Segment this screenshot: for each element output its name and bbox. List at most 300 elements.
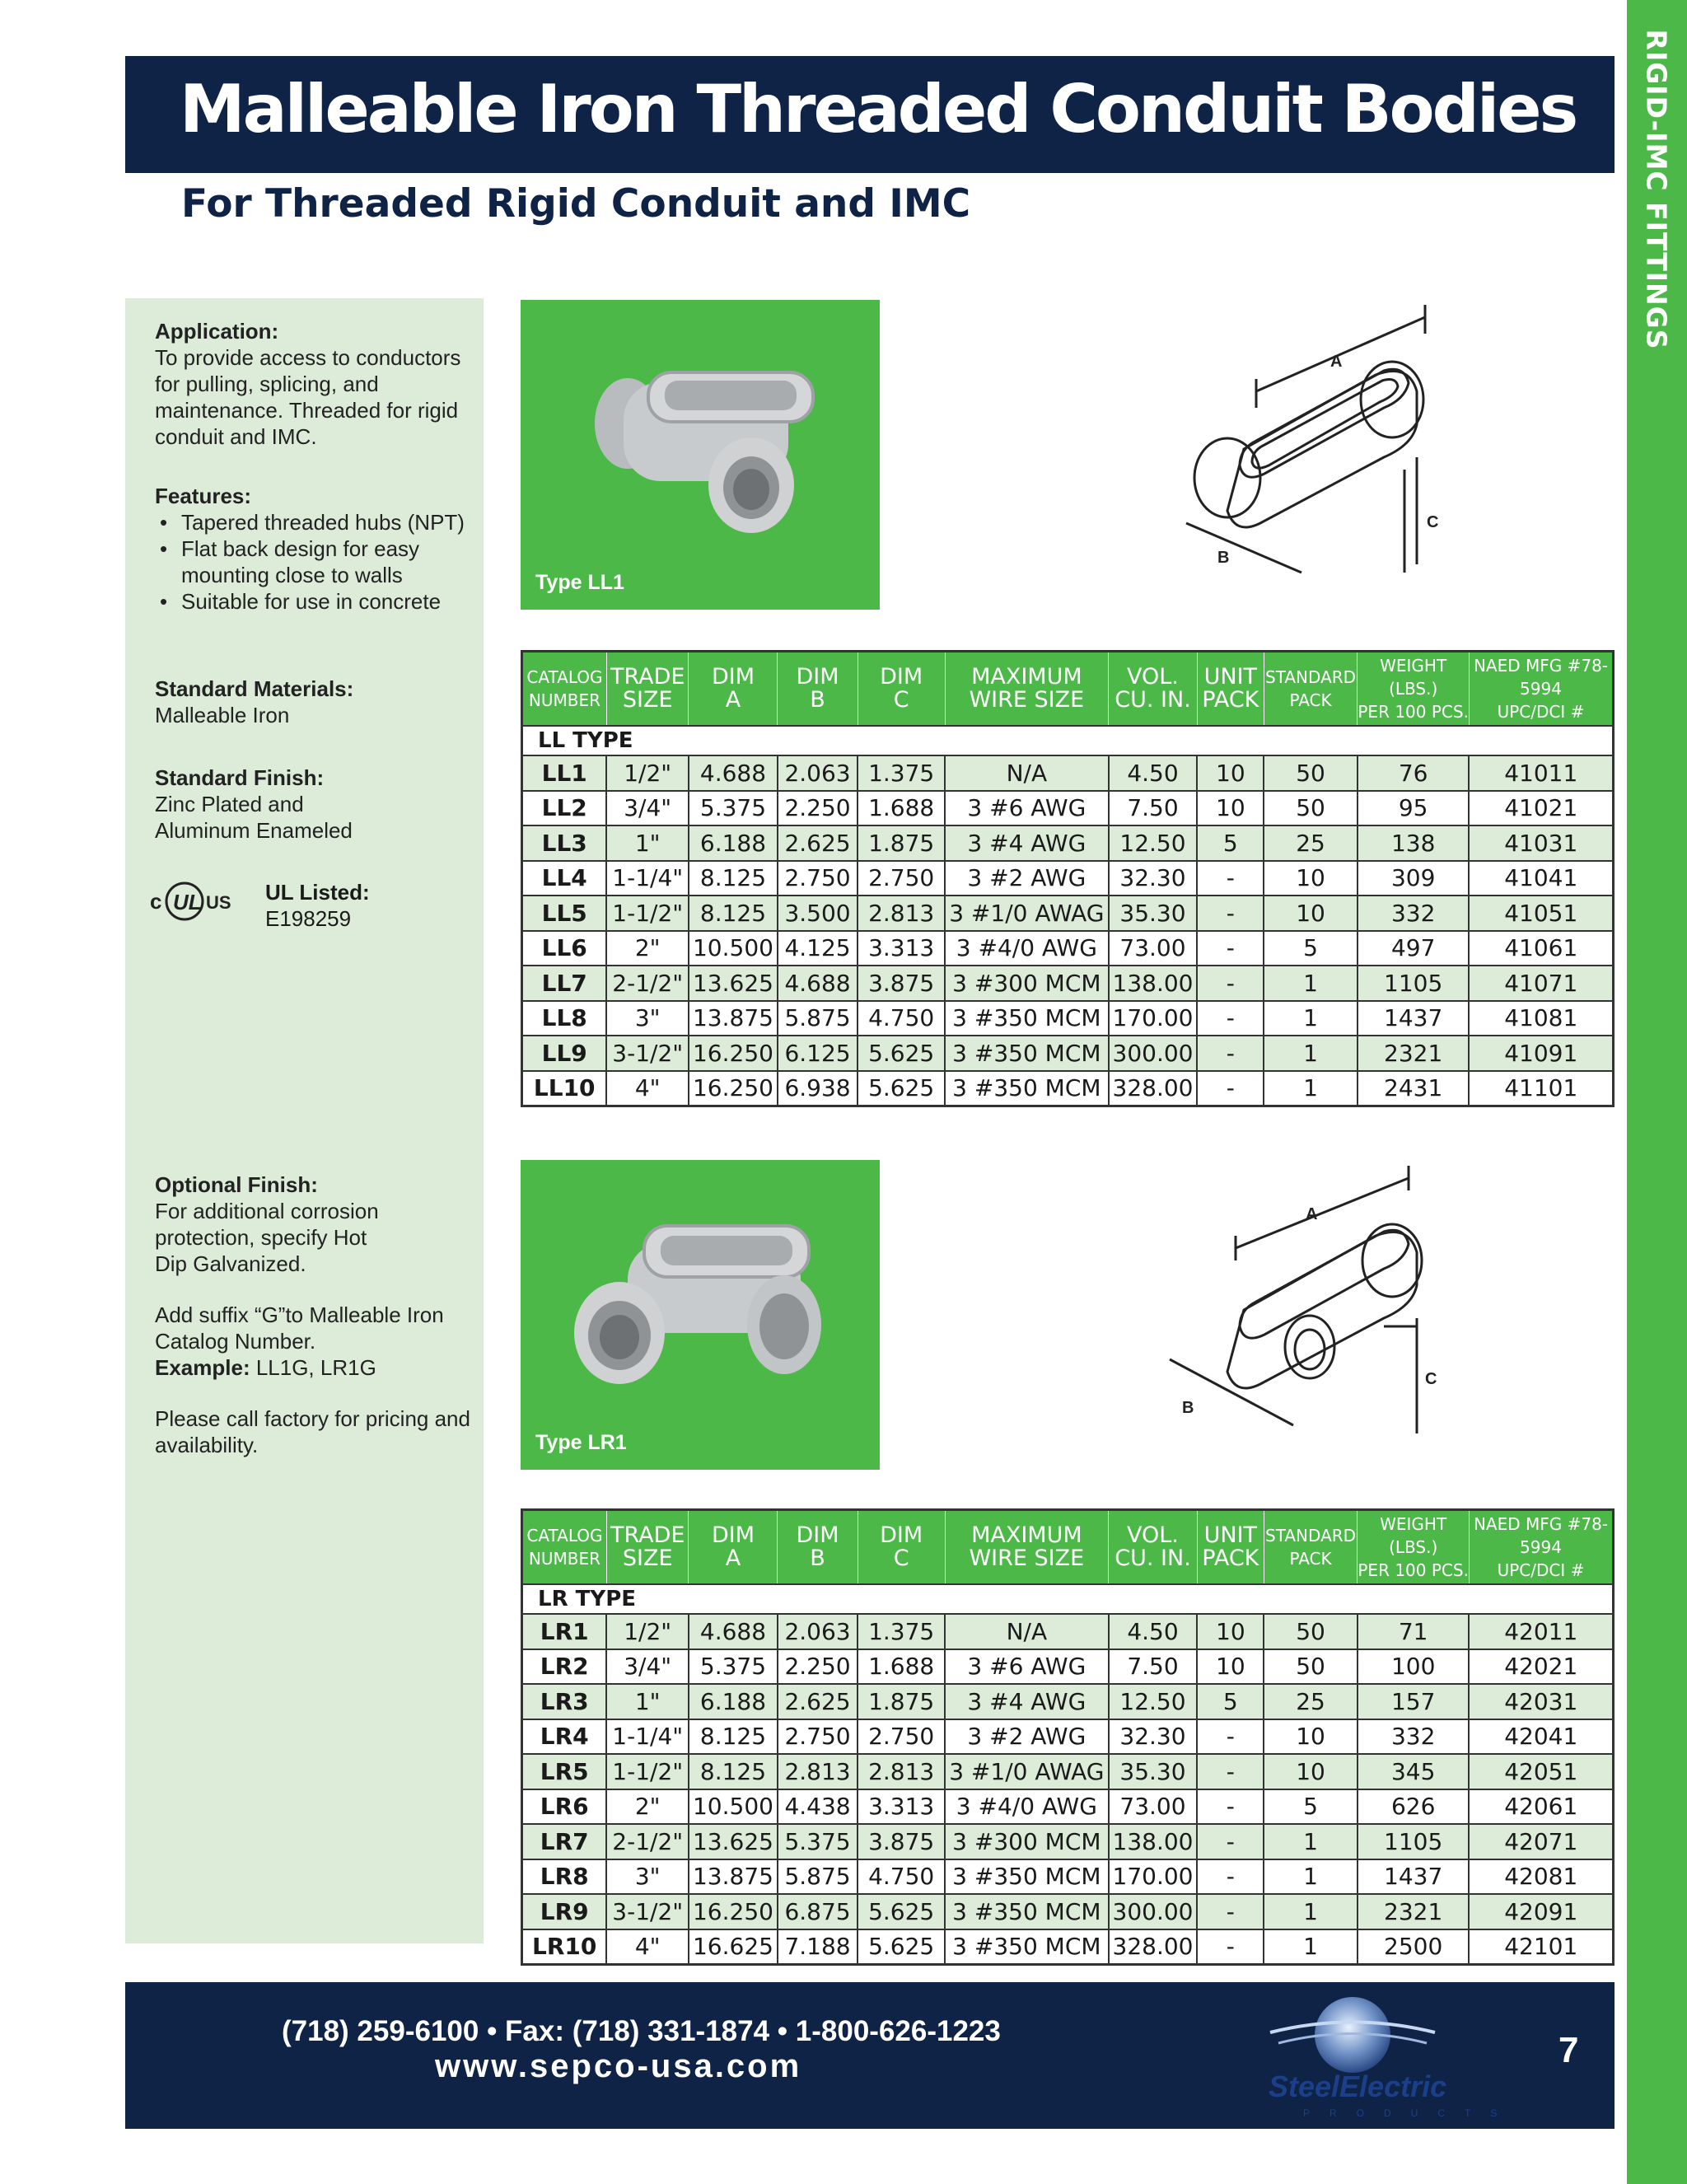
table-cell: 2.813 — [778, 1754, 858, 1789]
column-header — [689, 652, 778, 727]
table-cell: 3.313 — [858, 1789, 945, 1825]
table-cell: 138.00 — [1109, 1824, 1198, 1859]
example-value: LL1G, LR1G — [250, 1355, 376, 1380]
column-header-line: UNIT — [1203, 1522, 1258, 1548]
table-cell: 2.750 — [778, 1719, 858, 1755]
table-cell: 328.00 — [1109, 1929, 1198, 1965]
dim-a-label: A — [1306, 1205, 1318, 1223]
table-row — [522, 1036, 1614, 1071]
column-header-line: NUMBER — [528, 690, 601, 710]
column-header — [1109, 652, 1198, 727]
table-cell: - — [1197, 1859, 1264, 1895]
table-cell: 5 — [1197, 1684, 1264, 1719]
ll-dimension-diagram — [1120, 301, 1499, 589]
column-header-line: WIRE SIZE — [969, 687, 1085, 713]
table-cell: 10 — [1197, 791, 1264, 826]
table-cell: - — [1197, 1894, 1264, 1929]
table-cell: 3 #4 AWG — [945, 1684, 1108, 1719]
table-cell: 8.125 — [689, 896, 778, 931]
table-cell: 1 — [1264, 1036, 1358, 1071]
table-cell: 328.00 — [1109, 1071, 1198, 1106]
table-cell: 3" — [606, 1859, 689, 1895]
table-cell: 4.50 — [1109, 1614, 1198, 1649]
website-link[interactable]: www.sepco-usa.com — [435, 2048, 802, 2084]
table-cell: 5 — [1264, 931, 1358, 966]
table-cell: 4.438 — [778, 1789, 858, 1825]
column-header-line: DIM — [796, 1522, 839, 1548]
product-photo-lr1 — [521, 1160, 880, 1470]
column-header-line: TRADE — [610, 1522, 685, 1548]
table-cell: 41091 — [1469, 1036, 1613, 1071]
ul-c-mark: c — [150, 889, 162, 914]
finish-heading: Standard Finish: — [155, 765, 325, 790]
brand-subtitle: PRODUCTS — [1303, 2107, 1517, 2119]
table-cell: 16.250 — [689, 1036, 778, 1071]
column-header — [1197, 652, 1264, 727]
materials-heading: Standard Materials: — [155, 676, 354, 701]
table-cell: - — [1197, 1824, 1264, 1859]
table-cell: 3.313 — [858, 931, 945, 966]
table-cell: 7.50 — [1109, 791, 1198, 826]
catalog-number-cell: LL5 — [522, 896, 607, 931]
table-cell: 2.813 — [858, 1754, 945, 1789]
table-cell: 1.375 — [858, 1614, 945, 1649]
suffix-section — [155, 1302, 476, 1381]
table-cell: 1" — [606, 825, 689, 861]
table-cell: 2" — [606, 1789, 689, 1825]
column-header — [1109, 1510, 1198, 1585]
table-cell: 73.00 — [1109, 931, 1198, 966]
column-header-line: NAED MFG #78-5994 — [1473, 656, 1609, 699]
column-header — [1264, 652, 1358, 727]
table-cell: 41051 — [1469, 896, 1613, 931]
table-cell: 42091 — [1469, 1894, 1613, 1929]
catalog-number-cell: LR5 — [522, 1754, 607, 1789]
table-cell: 42081 — [1469, 1859, 1613, 1895]
catalog-number-cell: LL7 — [522, 966, 607, 1001]
column-header — [858, 652, 945, 727]
table-cell: N/A — [945, 1614, 1108, 1649]
column-header-line: PACK — [1202, 687, 1259, 713]
table-cell: 16.250 — [689, 1894, 778, 1929]
optional-heading: Optional Finish: — [155, 1172, 318, 1197]
table-cell: 10 — [1264, 896, 1358, 931]
column-header — [522, 1510, 607, 1585]
table-cell: 1.875 — [858, 825, 945, 861]
table-cell: 41021 — [1469, 791, 1613, 826]
table-cell: 5.375 — [689, 791, 778, 826]
features-heading: Features: — [155, 484, 252, 508]
table-cell: 100 — [1358, 1649, 1470, 1685]
photo-label-ll1: Type LL1 — [535, 571, 624, 594]
catalog-number-cell: LR10 — [522, 1929, 607, 1965]
catalog-number-cell: LR4 — [522, 1719, 607, 1755]
table-cell: 3 #4 AWG — [945, 825, 1108, 861]
ll-table-body — [522, 726, 1614, 1106]
column-header-line: VOL. — [1127, 664, 1179, 690]
application-section — [155, 318, 468, 450]
column-header-line: B — [810, 687, 825, 713]
column-header-line: DIM — [880, 664, 923, 690]
table-cell: 300.00 — [1109, 1036, 1198, 1071]
table-cell: 4.125 — [778, 931, 858, 966]
table-cell: 332 — [1358, 896, 1470, 931]
feature-item: • Flat back design for easy mounting close to walls — [155, 535, 468, 588]
table-cell: 1.688 — [858, 791, 945, 826]
table-cell: 4" — [606, 1071, 689, 1106]
application-heading: Application: — [155, 319, 279, 344]
table-cell: 5.625 — [858, 1036, 945, 1071]
table-cell: 6.875 — [778, 1894, 858, 1929]
table-cell: 42031 — [1469, 1684, 1613, 1719]
table-cell: 5.625 — [858, 1894, 945, 1929]
column-header-line: C — [893, 687, 909, 713]
column-header — [1358, 1510, 1470, 1585]
dim-a-label: A — [1330, 353, 1343, 371]
table-cell: 1 — [1264, 1859, 1358, 1895]
table-cell: 1105 — [1358, 966, 1470, 1001]
table-cell: 6.938 — [778, 1071, 858, 1106]
table-cell: 3 #350 MCM — [945, 1036, 1108, 1071]
footer-bar — [125, 1982, 1615, 2129]
table-cell: 76 — [1358, 755, 1470, 791]
table-cell: 16.250 — [689, 1071, 778, 1106]
table-cell: 6.188 — [689, 825, 778, 861]
column-header — [606, 652, 689, 727]
table-cell: 2500 — [1358, 1929, 1470, 1965]
table-cell: 1 — [1264, 1071, 1358, 1106]
dim-c-label: C — [1425, 1370, 1437, 1388]
table-cell: 73.00 — [1109, 1789, 1198, 1825]
table-row — [522, 896, 1614, 931]
column-header-line: STANDARD — [1265, 667, 1357, 687]
table-cell: - — [1197, 1754, 1264, 1789]
column-header-line: PACK — [1289, 1549, 1332, 1569]
table-cell: 10 — [1264, 861, 1358, 896]
table-cell: 1 — [1264, 1894, 1358, 1929]
lr-table-body — [522, 1584, 1614, 1965]
table-cell: 3.875 — [858, 1824, 945, 1859]
catalog-number-cell: LR3 — [522, 1684, 607, 1719]
catalog-number-cell: LL2 — [522, 791, 607, 826]
table-cell: - — [1197, 1789, 1264, 1825]
call-section — [155, 1405, 476, 1458]
table-cell: 12.50 — [1109, 1684, 1198, 1719]
ll1-body-image — [586, 349, 834, 539]
column-header-line: MAXIMUM — [971, 664, 1082, 690]
table-row — [522, 1001, 1614, 1036]
table-cell: 3 #350 MCM — [945, 1071, 1108, 1106]
column-header-line: MAXIMUM — [971, 1522, 1082, 1548]
table-cell: 138.00 — [1109, 966, 1198, 1001]
table-cell: 42071 — [1469, 1824, 1613, 1859]
table-cell: - — [1197, 1071, 1264, 1106]
table-cell: 2-1/2" — [606, 1824, 689, 1859]
table-cell: 1 — [1264, 966, 1358, 1001]
table-cell: 309 — [1358, 861, 1470, 896]
table-cell: 3/4" — [606, 791, 689, 826]
column-header — [778, 1510, 858, 1585]
ul-us-mark: US — [206, 892, 231, 913]
ul-heading: UL Listed: — [265, 880, 370, 905]
column-header-line: PER 100 PCS. — [1358, 702, 1469, 722]
table-cell: 5 — [1197, 825, 1264, 861]
table-cell: 2.813 — [858, 896, 945, 931]
table-cell: 4.688 — [778, 966, 858, 1001]
table-cell: 42101 — [1469, 1929, 1613, 1965]
table-cell: 41061 — [1469, 931, 1613, 966]
side-tab-label: RIGID-IMC FITTINGS — [1640, 29, 1673, 350]
catalog-number-cell: LL4 — [522, 861, 607, 896]
table-cell: 10 — [1197, 1649, 1264, 1685]
table-cell: 345 — [1358, 1754, 1470, 1789]
table-cell: 41031 — [1469, 825, 1613, 861]
column-header-line: A — [725, 1546, 741, 1571]
table-cell: 1-1/2" — [606, 1754, 689, 1789]
table-cell: 50 — [1264, 1649, 1358, 1685]
table-cell: 3" — [606, 1001, 689, 1036]
table-cell: 3 #4/0 AWG — [945, 1789, 1108, 1825]
catalog-number-cell: LR2 — [522, 1649, 607, 1685]
table-cell: 3 #300 MCM — [945, 1824, 1108, 1859]
catalog-number-cell: LR9 — [522, 1894, 607, 1929]
column-header-line: SIZE — [622, 687, 673, 713]
table-cell: 35.30 — [1109, 896, 1198, 931]
table-cell: 10.500 — [689, 1789, 778, 1825]
call-text: Please call factory for pricing and availability. — [155, 1406, 470, 1457]
column-header-line: DIM — [880, 1522, 923, 1548]
application-text: To provide access to conductors for pulling, splicing, and maintenance. Threaded for rigid conduit and IMC. — [155, 345, 461, 449]
table-cell: 10 — [1197, 1614, 1264, 1649]
table-row — [522, 861, 1614, 896]
catalog-number-cell: LR7 — [522, 1824, 607, 1859]
table-cell: 5.875 — [778, 1859, 858, 1895]
column-header-line: NAED MFG #78-5994 — [1473, 1514, 1609, 1557]
table-cell: 41071 — [1469, 966, 1613, 1001]
table-cell: 4.688 — [689, 755, 778, 791]
ul-number: E198259 — [265, 906, 352, 931]
title-bar — [125, 56, 1615, 173]
table-cell: 50 — [1264, 791, 1358, 826]
table-cell: 7.188 — [778, 1929, 858, 1965]
materials-section — [155, 676, 468, 728]
table-cell: 5.625 — [858, 1929, 945, 1965]
table-cell: 25 — [1264, 1684, 1358, 1719]
column-header-line: STANDARD — [1265, 1526, 1357, 1546]
finish-text: Zinc Plated and Aluminum Enameled — [155, 792, 353, 843]
table-cell: 13.875 — [689, 1859, 778, 1895]
table-cell: 12.50 — [1109, 825, 1198, 861]
table-cell: 138 — [1358, 825, 1470, 861]
table-row — [522, 755, 1614, 791]
table-row — [522, 1071, 1614, 1106]
column-header-line: WEIGHT (LBS.) — [1380, 1514, 1447, 1557]
table-cell: 1-1/2" — [606, 896, 689, 931]
table-cell: - — [1197, 931, 1264, 966]
table-row — [522, 1859, 1614, 1895]
table-cell: 6.125 — [778, 1036, 858, 1071]
table-cell: 1" — [606, 1684, 689, 1719]
table-cell: 1.375 — [858, 755, 945, 791]
table-cell: 2321 — [1358, 1036, 1470, 1071]
table-cell: 2-1/2" — [606, 966, 689, 1001]
column-header-line: A — [725, 687, 741, 713]
table-cell: 4.750 — [858, 1859, 945, 1895]
table-cell: 2.750 — [858, 1719, 945, 1755]
table-cell: 170.00 — [1109, 1859, 1198, 1895]
table-cell: 1437 — [1358, 1859, 1470, 1895]
dim-b-label: B — [1182, 1399, 1194, 1417]
column-header-line: NUMBER — [528, 1549, 601, 1569]
table-cell: 32.30 — [1109, 1719, 1198, 1755]
column-header — [522, 652, 607, 727]
table-cell: 25 — [1264, 825, 1358, 861]
table-cell: 3 #1/0 AWAG — [945, 896, 1108, 931]
suffix-text: Add suffix “G”to Malleable Iron Catalog Number. — [155, 1302, 444, 1354]
table-cell: 10.500 — [689, 931, 778, 966]
column-header-line: CU. IN. — [1115, 1546, 1191, 1571]
column-header — [945, 652, 1108, 727]
column-header-line: SIZE — [622, 1546, 673, 1571]
table-cell: - — [1197, 966, 1264, 1001]
table-cell: 1 — [1264, 1001, 1358, 1036]
table-cell: 10 — [1197, 755, 1264, 791]
column-header — [1469, 1510, 1613, 1585]
table-cell: 3 #6 AWG — [945, 1649, 1108, 1685]
table-row — [522, 966, 1614, 1001]
table-cell: 10 — [1264, 1719, 1358, 1755]
globe-icon — [1221, 1987, 1484, 2078]
lr-table-header — [522, 1510, 1614, 1585]
table-cell: 1/2" — [606, 1614, 689, 1649]
table-cell: 2.063 — [778, 755, 858, 791]
table-cell: N/A — [945, 755, 1108, 791]
table-cell: 41041 — [1469, 861, 1613, 896]
table-cell: 42011 — [1469, 1614, 1613, 1649]
info-sidebar — [125, 298, 484, 1943]
page-title: Malleable Iron Threaded Conduit Bodies — [180, 71, 1577, 147]
ll-table-header — [522, 652, 1614, 727]
table-cell: 2.063 — [778, 1614, 858, 1649]
table-cell: 1-1/4" — [606, 861, 689, 896]
table-cell: 3-1/2" — [606, 1894, 689, 1929]
column-header-line: PACK — [1202, 1546, 1259, 1571]
column-header — [1264, 1510, 1358, 1585]
column-header — [945, 1510, 1108, 1585]
ll-spec-table — [521, 650, 1615, 1107]
table-cell: 3.500 — [778, 896, 858, 931]
table-cell: 5.875 — [778, 1001, 858, 1036]
optional-text: For additional corrosion protection, specify Hot Dip Galvanized. — [155, 1199, 379, 1276]
table-cell: 1437 — [1358, 1001, 1470, 1036]
table-cell: 1105 — [1358, 1824, 1470, 1859]
table-cell: 3/4" — [606, 1649, 689, 1685]
catalog-number-cell: LR6 — [522, 1789, 607, 1825]
table-cell: 3 #350 MCM — [945, 1001, 1108, 1036]
column-header-line: DIM — [711, 664, 755, 690]
table-row — [522, 1614, 1614, 1649]
table-row — [522, 1824, 1614, 1859]
steelelectric-logo — [1221, 1987, 1517, 2127]
catalog-number-cell: LL9 — [522, 1036, 607, 1071]
table-cell: 1-1/4" — [606, 1719, 689, 1755]
catalog-number-cell: LL3 — [522, 825, 607, 861]
table-cell: 3 #350 MCM — [945, 1929, 1108, 1965]
table-cell: 4" — [606, 1929, 689, 1965]
table-row — [522, 825, 1614, 861]
table-cell: 2.250 — [778, 791, 858, 826]
column-header-line: WIRE SIZE — [969, 1546, 1085, 1571]
column-header-line: C — [893, 1546, 909, 1571]
catalog-number-cell: LL8 — [522, 1001, 607, 1036]
table-cell: 10 — [1264, 1754, 1358, 1789]
feature-item: • Tapered threaded hubs (NPT) — [155, 509, 468, 535]
table-cell: 32.30 — [1109, 861, 1198, 896]
catalog-number-cell: LL10 — [522, 1071, 607, 1106]
column-header — [1197, 1510, 1264, 1585]
table-cell: 5.375 — [778, 1824, 858, 1859]
table-cell: 3 #350 MCM — [945, 1894, 1108, 1929]
column-header — [1469, 652, 1613, 727]
column-header-line: CATALOG — [526, 667, 603, 687]
table-cell: 8.125 — [689, 861, 778, 896]
table-cell: 3-1/2" — [606, 1036, 689, 1071]
table-cell: 4.50 — [1109, 755, 1198, 791]
feature-item: • Suitable for use in concrete — [155, 588, 468, 615]
column-header-line: CU. IN. — [1115, 687, 1191, 713]
column-header — [1358, 652, 1470, 727]
catalog-number-cell: LR1 — [522, 1614, 607, 1649]
column-header-line: PACK — [1289, 690, 1332, 710]
table-cell: 50 — [1264, 1614, 1358, 1649]
table-row — [522, 1894, 1614, 1929]
table-row — [522, 1929, 1614, 1965]
table-cell: 2.625 — [778, 1684, 858, 1719]
table-cell: 3 #1/0 AWAG — [945, 1754, 1108, 1789]
column-header-line: DIM — [796, 664, 839, 690]
table-row — [522, 931, 1614, 966]
table-cell: 13.625 — [689, 966, 778, 1001]
table-cell: 13.625 — [689, 1824, 778, 1859]
column-header-line: DIM — [711, 1522, 755, 1548]
catalog-number-cell: LL6 — [522, 931, 607, 966]
table-cell: 1.688 — [858, 1649, 945, 1685]
features-section — [155, 483, 468, 615]
table-cell: 8.125 — [689, 1719, 778, 1755]
table-cell: 41011 — [1469, 755, 1613, 791]
table-cell: 332 — [1358, 1719, 1470, 1755]
table-cell: 95 — [1358, 791, 1470, 826]
table-cell: 5.375 — [689, 1649, 778, 1685]
dim-c-label: C — [1427, 513, 1439, 531]
table-row — [522, 1649, 1614, 1685]
table-cell: 71 — [1358, 1614, 1470, 1649]
table-cell: 6.188 — [689, 1684, 778, 1719]
table-cell: 42041 — [1469, 1719, 1613, 1755]
type-label: LR TYPE — [522, 1584, 1614, 1614]
table-row — [522, 791, 1614, 826]
table-cell: 3.875 — [858, 966, 945, 1001]
ul-listed-logo — [148, 876, 245, 925]
table-cell: 4.688 — [689, 1614, 778, 1649]
table-cell: 3 #6 AWG — [945, 791, 1108, 826]
photo-label-lr1: Type LR1 — [535, 1431, 627, 1454]
example-label: Example: — [155, 1355, 250, 1380]
column-header-line: PER 100 PCS. — [1358, 1560, 1469, 1580]
ul-ul-mark: UL — [173, 890, 202, 914]
column-header-line: VOL. — [1127, 1522, 1179, 1548]
column-header-line: WEIGHT (LBS.) — [1380, 656, 1447, 699]
